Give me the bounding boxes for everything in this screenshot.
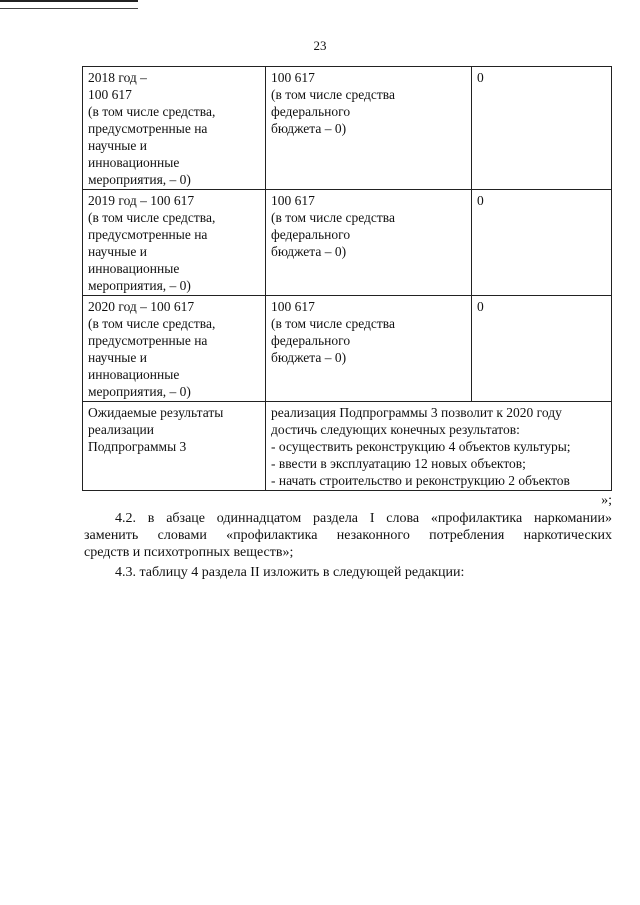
cell-text: 100 617	[88, 87, 132, 102]
cell-text: мероприятия, – 0)	[88, 278, 191, 293]
cell-text: федерального	[271, 333, 351, 348]
cell-text: мероприятия, – 0)	[88, 384, 191, 399]
cell-text: - осуществить реконструкцию 4 объектов культуры;	[271, 439, 571, 454]
cell-text: 2019 год – 100 617	[88, 193, 195, 208]
paragraph-line: средств и психотропных веществ»;	[84, 545, 294, 560]
table-cell-federal-funding	[266, 67, 472, 190]
cell-text: 100 617	[271, 70, 315, 85]
table-cell-federal-funding	[266, 296, 472, 402]
cell-text: 100 617	[271, 299, 315, 314]
cell-text: реализации	[88, 422, 154, 437]
table-cell-year-funding	[83, 67, 266, 190]
cell-text: Ожидаемые результаты	[88, 405, 224, 420]
cell-text: инновационные	[88, 367, 180, 382]
cell-text: (в том числе средства,	[88, 104, 216, 119]
cell-text: научные и	[88, 244, 147, 259]
cell-text: предусмотренные на	[88, 121, 208, 136]
table-cell-year-funding	[83, 190, 266, 296]
cell-text: научные и	[88, 350, 147, 365]
cell-text: 0	[477, 193, 484, 208]
cell-text: (в том числе средства	[271, 87, 395, 102]
cell-text: предусмотренные на	[88, 227, 208, 242]
table-cell-federal-funding	[266, 190, 472, 296]
closing-quote: »;	[601, 493, 612, 508]
paragraph-4-2	[84, 510, 612, 561]
table-cell-other-funding	[472, 67, 612, 190]
table-cell-other-funding	[472, 296, 612, 402]
paragraph-4-3	[84, 564, 612, 581]
cell-text: бюджета – 0)	[271, 121, 347, 136]
cell-text: научные и	[88, 138, 147, 153]
cell-text: Подпрограммы 3	[88, 439, 187, 454]
cell-text: (в том числе средства,	[88, 210, 216, 225]
cell-text: - начать строительство и реконструкцию 2 объектов	[271, 473, 570, 488]
funding-table	[82, 66, 612, 491]
cell-text: (в том числе средства,	[88, 316, 216, 331]
table-row	[83, 67, 612, 190]
cell-text: - ввести в эксплуатацию 12 новых объектов;	[271, 456, 526, 471]
header-rule	[0, 0, 138, 2]
results-text-cell	[266, 402, 612, 491]
paragraph-line: заменить словами «профилактика незаконного потребления наркотических	[84, 528, 612, 543]
paragraph-line: 4.3. таблицу 4 раздела II изложить в следующей редакции:	[115, 565, 465, 580]
page-number: 23	[313, 38, 327, 53]
paragraph-line: 4.2. в абзаце одиннадцатом раздела I слова «профилактика наркомании»	[115, 511, 612, 526]
cell-text: 2020 год – 100 617	[88, 299, 195, 314]
cell-text: 100 617	[271, 193, 315, 208]
cell-text: инновационные	[88, 155, 180, 170]
cell-text: предусмотренные на	[88, 333, 208, 348]
cell-text: достичь следующих конечных результатов:	[271, 422, 520, 437]
results-label-cell	[83, 402, 266, 491]
cell-text: реализация Подпрограммы 3 позволит к 2020 году	[271, 405, 562, 420]
table-row	[83, 190, 612, 296]
cell-text: бюджета – 0)	[271, 244, 347, 259]
cell-text: федерального	[271, 227, 351, 242]
table-row	[83, 296, 612, 402]
table-row-results	[83, 402, 612, 491]
cell-text: (в том числе средства	[271, 210, 395, 225]
cell-text: 0	[477, 299, 484, 314]
cell-text: мероприятия, – 0)	[88, 172, 191, 187]
header-rule-secondary	[0, 8, 138, 9]
cell-text: федерального	[271, 104, 351, 119]
cell-text: 0	[477, 70, 484, 85]
table-cell-other-funding	[472, 190, 612, 296]
cell-text: инновационные	[88, 261, 180, 276]
cell-text: (в том числе средства	[271, 316, 395, 331]
table-cell-year-funding	[83, 296, 266, 402]
cell-text: 2018 год –	[88, 70, 147, 85]
cell-text: бюджета – 0)	[271, 350, 347, 365]
